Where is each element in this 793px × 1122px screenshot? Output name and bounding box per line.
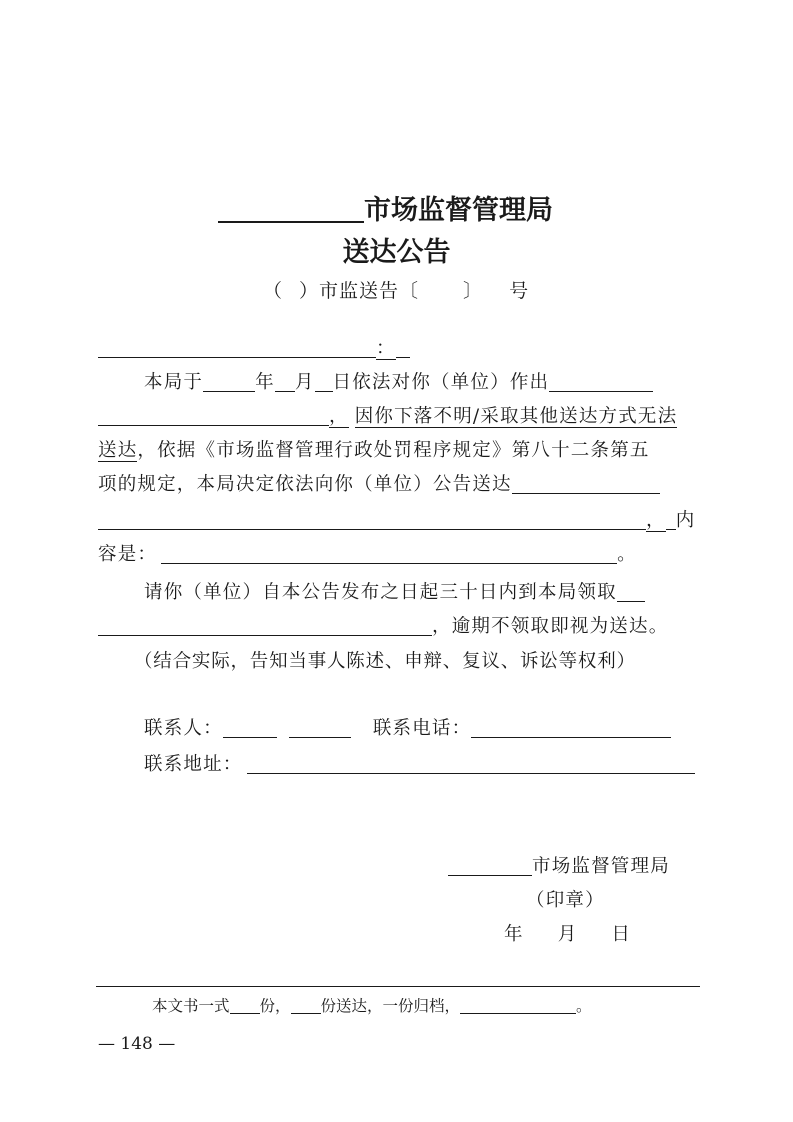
addressee-colon: ：	[376, 338, 396, 359]
page-number: — 148 —	[98, 1034, 176, 1054]
agency-title	[218, 188, 553, 227]
addressee-tail-blank	[396, 337, 410, 357]
signature-year: 年	[504, 924, 524, 945]
content-label: 容是：	[98, 544, 158, 565]
p1-comma2: ，	[646, 510, 666, 531]
copies-start: 本文书一式	[152, 997, 230, 1015]
addressee-blank	[98, 337, 376, 357]
p2-line1	[144, 578, 645, 604]
contact-address-blank	[247, 753, 695, 773]
p1-comma: ，	[329, 406, 349, 427]
year-blank	[203, 371, 255, 391]
signature-date	[504, 920, 631, 946]
day-blank	[315, 371, 333, 391]
copies-other-blank	[460, 997, 576, 1014]
p1-start: 本局于	[144, 372, 204, 393]
docno-close-bracket: 〕	[463, 280, 484, 302]
docno-close-paren: ）	[299, 280, 320, 302]
signature-day: 日	[611, 924, 632, 945]
p1-line4	[98, 470, 660, 496]
copies-total-blank	[230, 997, 260, 1014]
reason-text-1: 因你下落不明/采取其他送达方式无法	[354, 406, 678, 427]
contact-phone-blank	[471, 717, 671, 737]
reason-text-2: 送达	[98, 440, 138, 461]
document-title: 送达公告	[342, 237, 451, 268]
collect-place-blank-2	[98, 615, 422, 635]
contact-person-blank-1	[223, 717, 277, 737]
signature-agency-suffix: 市场监督管理局	[532, 856, 670, 877]
p2-line2	[98, 612, 668, 638]
p1-after-month: 日依法对你（单位）作出	[332, 372, 550, 393]
copies-served-blank	[291, 997, 321, 1014]
contact-person-label: 联系人：	[144, 718, 223, 739]
signature-agency	[448, 852, 670, 878]
p2-end: ，逾期不领取即视为送达。	[432, 616, 669, 637]
content-blank	[161, 543, 617, 563]
copies-unit: 份，	[259, 997, 291, 1015]
p1-line3	[98, 436, 650, 462]
contact-line	[144, 714, 671, 740]
p1-line6	[98, 540, 637, 566]
p1-month: 月	[294, 372, 315, 393]
p1-period: 。	[617, 544, 637, 565]
p1-cont2: 项的规定，本局决定依法向你（单位）公告送达	[98, 474, 512, 495]
p1-line1	[144, 368, 653, 394]
copies-note	[152, 994, 592, 1016]
seal-label: （印章）	[526, 890, 605, 911]
p1-line5	[98, 506, 695, 532]
addressee-line	[98, 334, 410, 360]
contact-person-blank-2	[289, 717, 351, 737]
p1-nei: 内	[675, 510, 696, 531]
month-blank	[275, 371, 295, 391]
comma-tail-blank	[666, 509, 676, 529]
agency-name-blank	[218, 193, 364, 223]
signature-month: 月	[557, 924, 578, 945]
p2-start: 请你（单位）自本公告发布之日起三十日内到本局领取	[144, 582, 617, 603]
docno-prefix: 市监送告〔	[319, 280, 420, 302]
decision-blank	[549, 371, 653, 391]
signature-agency-blank	[448, 855, 532, 875]
docno-suffix: 号	[509, 280, 530, 302]
address-line	[144, 750, 695, 776]
copies-period: 。	[576, 997, 592, 1015]
docno-open-paren: （	[263, 280, 284, 302]
rights-note: （结合实际，告知当事人陈述、申辩、复议、诉讼等权利）	[134, 651, 636, 672]
served-doc-blank-2	[98, 509, 646, 529]
agency-suffix: 市场监督管理局	[364, 195, 553, 226]
p1-cont1: ，依据《市场监督管理行政处罚程序规定》第八十二条第五	[137, 440, 650, 461]
decision-blank-2	[98, 405, 329, 425]
copies-served-text: 份送达，一份归档，	[320, 997, 461, 1015]
collect-place-blank	[617, 581, 645, 601]
p1-line2	[98, 402, 677, 428]
served-doc-blank	[512, 473, 660, 493]
p1-year: 年	[255, 372, 275, 393]
footer-divider	[96, 986, 700, 987]
contact-phone-label: 联系电话：	[372, 718, 472, 739]
contact-address-label: 联系地址：	[144, 754, 243, 775]
document-number	[263, 276, 529, 303]
